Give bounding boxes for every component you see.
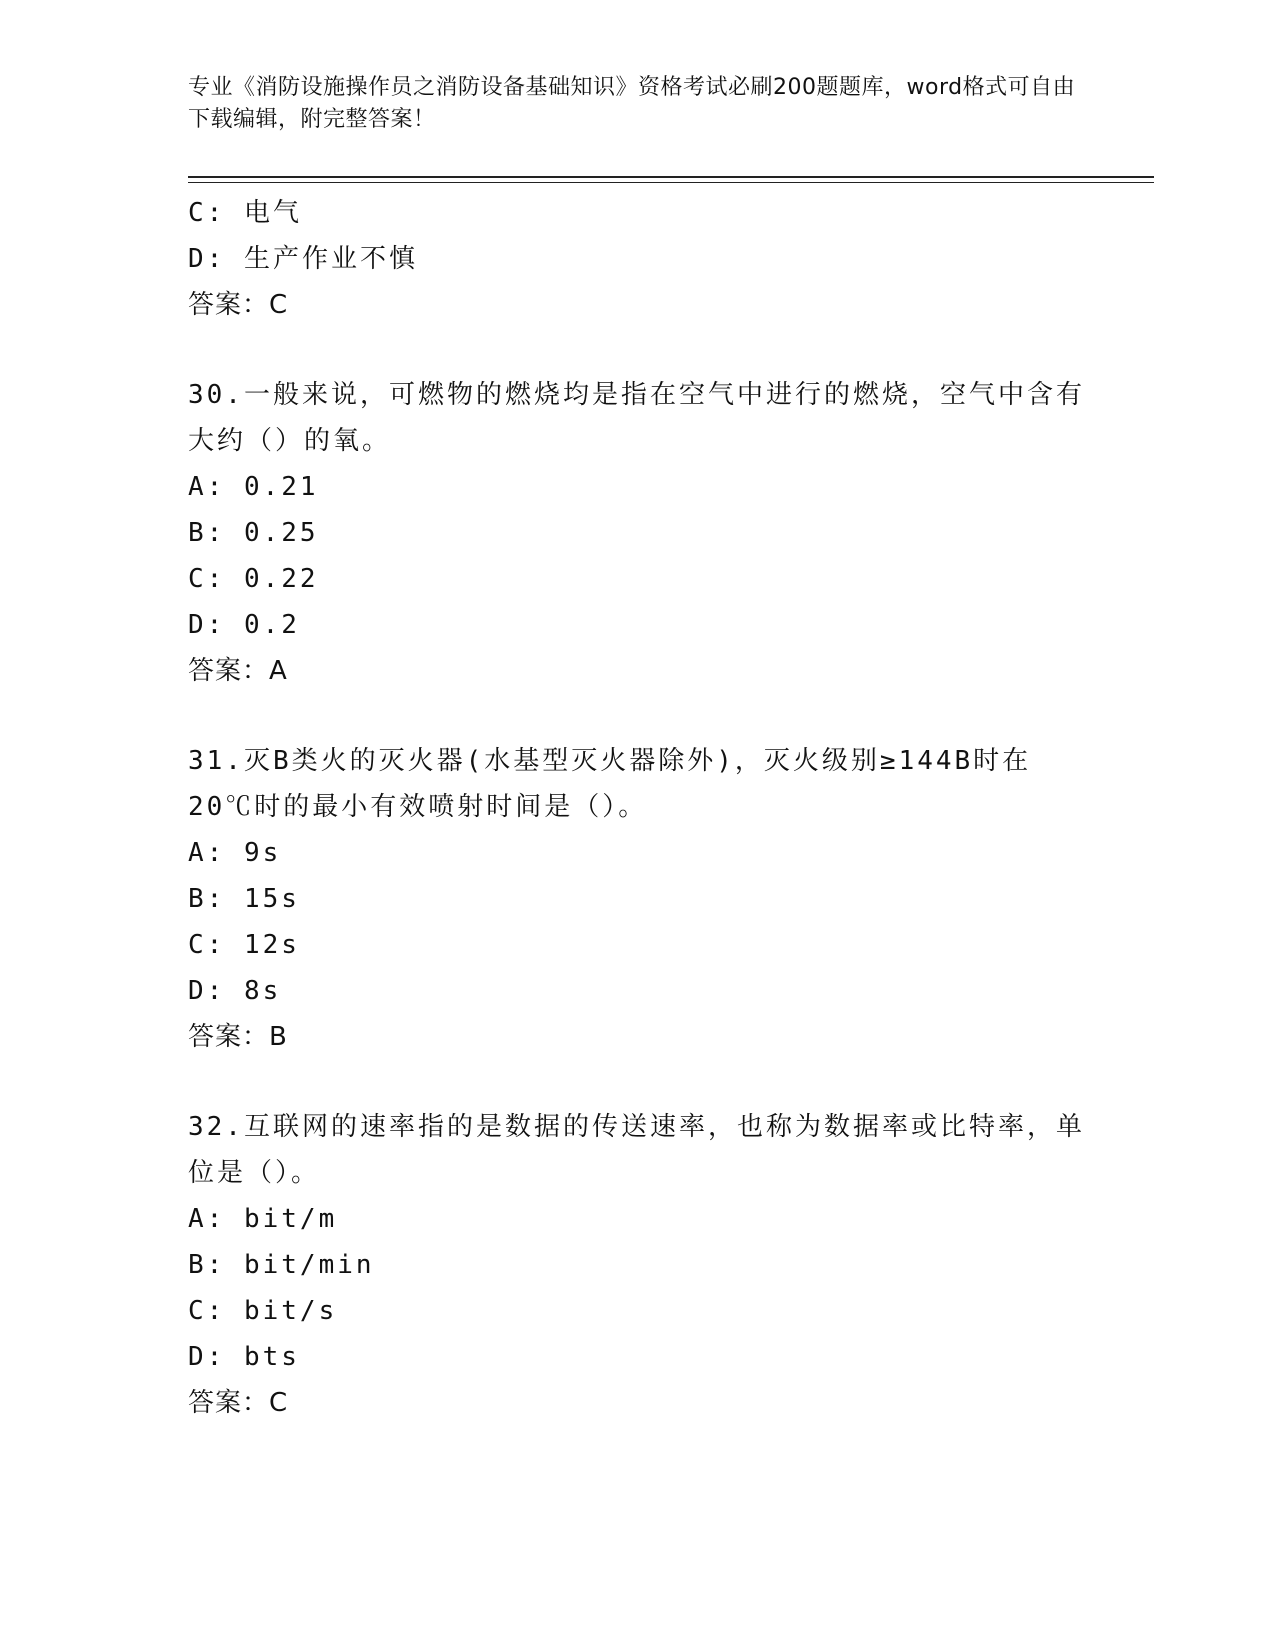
option-b: B: 0.25 bbox=[188, 518, 319, 548]
question-32 bbox=[188, 1104, 1088, 1426]
spacer bbox=[188, 1060, 1088, 1104]
option-a: A: bit/m bbox=[188, 1204, 338, 1234]
option-d: D: 8s bbox=[188, 976, 282, 1006]
answer-line: 答案：A bbox=[188, 656, 288, 686]
option-b: B: bit/min bbox=[188, 1250, 375, 1280]
header-divider-thick bbox=[188, 176, 1154, 178]
option-d: D: 0.2 bbox=[188, 610, 300, 640]
answer-line: 答案：B bbox=[188, 1022, 288, 1052]
spacer bbox=[188, 328, 1088, 372]
header-divider-thin bbox=[188, 182, 1154, 183]
option-c: C: 12s bbox=[188, 930, 300, 960]
option-d: D: bts bbox=[188, 1342, 300, 1372]
question-30 bbox=[188, 372, 1088, 694]
question-stem: 30.一般来说，可燃物的燃烧均是指在空气中进行的燃烧，空气中含有大约（）的氧。 bbox=[188, 380, 1085, 456]
carryover-question bbox=[188, 190, 1088, 328]
question-stem: 32.互联网的速率指的是数据的传送速率，也称为数据率或比特率，单位是（）。 bbox=[188, 1112, 1085, 1188]
question-31 bbox=[188, 738, 1088, 1060]
option-c: C: 0.22 bbox=[188, 564, 319, 594]
option-c: C: 电气 bbox=[188, 198, 302, 228]
option-c: C: bit/s bbox=[188, 1296, 338, 1326]
question-list bbox=[188, 190, 1088, 1426]
option-a: A: 0.21 bbox=[188, 472, 319, 502]
spacer bbox=[188, 694, 1088, 738]
answer-line: 答案：C bbox=[188, 1388, 289, 1418]
option-b: B: 15s bbox=[188, 884, 300, 914]
page-header: 专业《消防设施操作员之消防设备基础知识》资格考试必刷200题题库，word格式可自由下载编辑，附完整答案！ bbox=[188, 75, 1076, 132]
answer-line: 答案：C bbox=[188, 290, 289, 320]
option-a: A: 9s bbox=[188, 838, 282, 868]
option-d: D: 生产作业不慎 bbox=[188, 244, 418, 274]
question-stem: 31.灭B类火的灭火器(水基型灭火器除外)，灭火级别≥144B时在20℃时的最小有效喷射时间是（）。 bbox=[188, 746, 1032, 822]
